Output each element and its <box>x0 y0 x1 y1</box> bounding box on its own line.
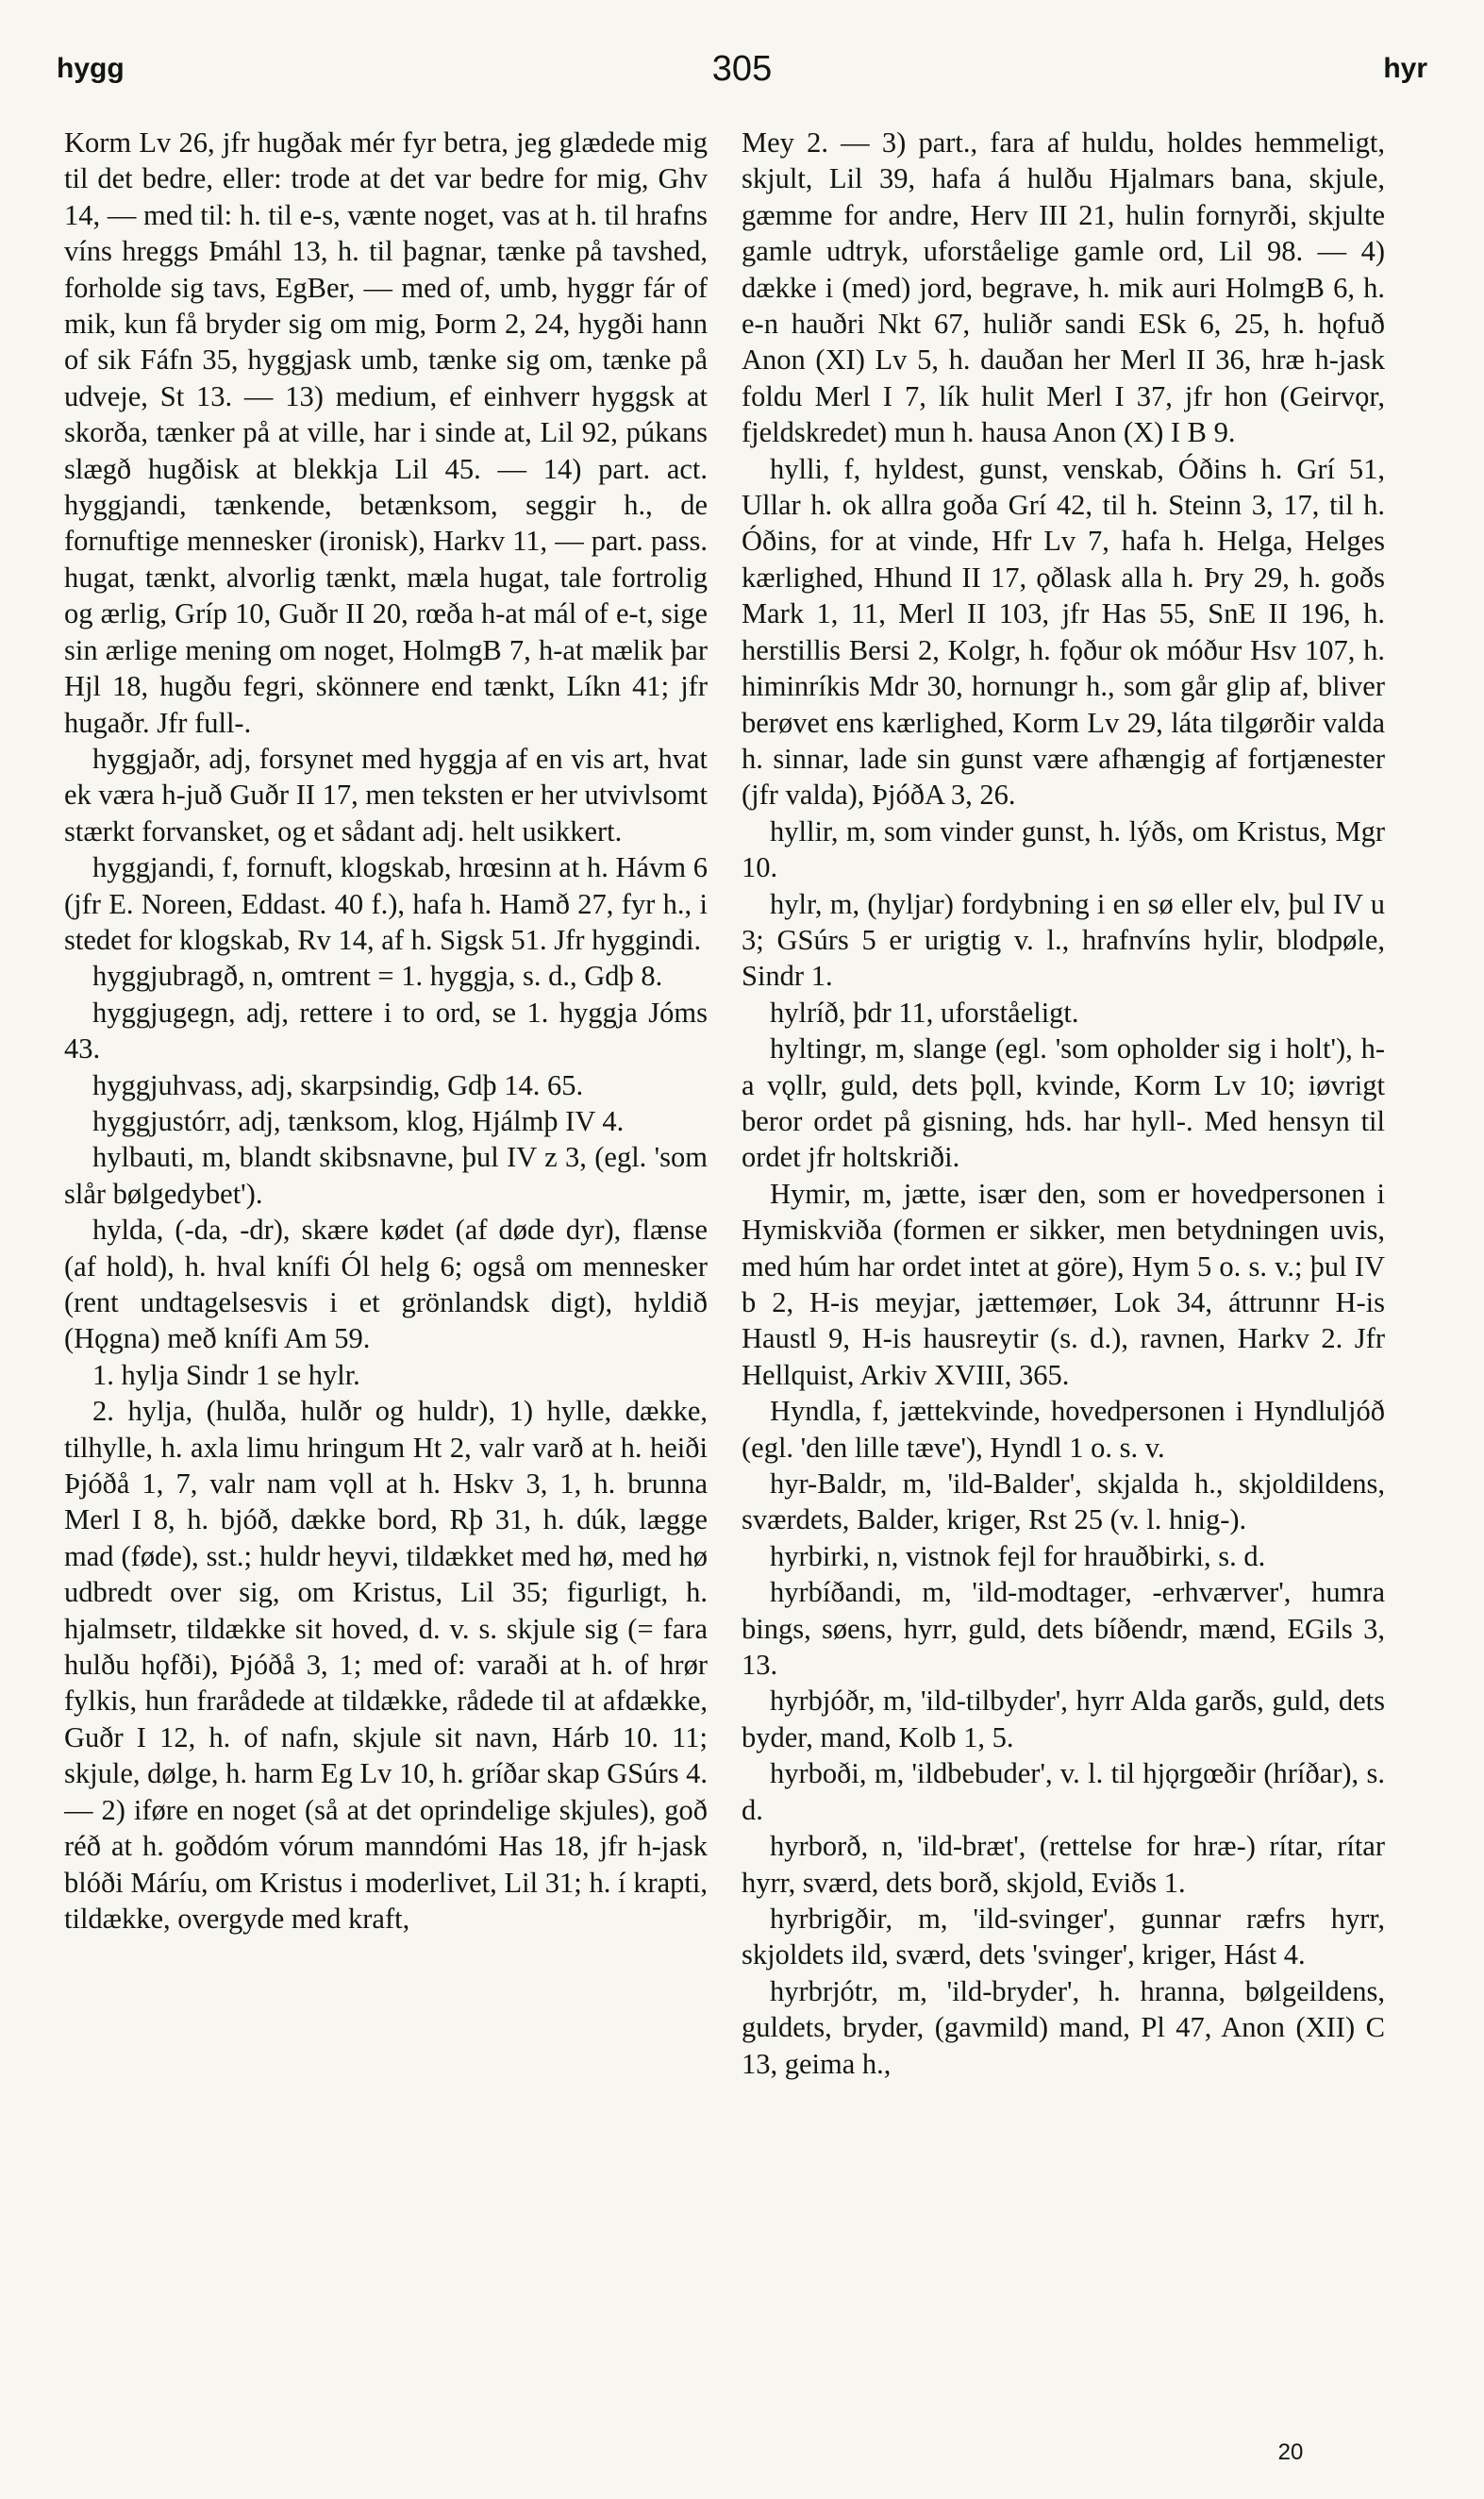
right-column <box>742 125 1385 2408</box>
entry-hyrbodi: hyrboði, m, 'ildbebuder', v. l. til hjǫrgœðir (hríðar), s. d. <box>742 1757 1385 1826</box>
entry-hylbauti: hylbauti, m, blandt skibsnavne, þul IV z 3, (egl. 'som slår bølgedybet'). <box>64 1141 708 1210</box>
entry-hyllir: hyllir, m, som vinder gunst, h. lýðs, om Kristus, Mgr 10. <box>742 814 1385 884</box>
entry-hylja-2: 2. hylja, (hulða, hulðr og huldr), 1) hylle, dække, tilhylle, h. axla limu hringum Ht 2, valr varð at h. heiði Þjóðå 1, 7, valr nam vǫll at h. Hskv 3, 1, h. brunna Merl I 8, h. bjóð, dække bord, Rþ 31, h. dúk, lægge mad (føde), sst.; huldr heyvi, tildækket med hø, med hø udbredt over sig, om Kristus, Lil 35; figurligt, h. hjalmsetr, tildække sit hoved, d. v. s. skjule sig (= fara hulðu hǫfði), Þjóðå 3, 1; med of: varaði at h. of hrør fylkis, hun frarådede at tildække, rådede til at afdække, Guðr I 12, h. of nafn, skjule sit navn, Hárb 10. 11; skjule, dølge, h. harm Eg Lv 10, h. gríðar skap GSúrs 4. — 2) iføre en noget (så at det oprindelige skjules), goð réð at h. goðdóm vórum manndómi Has 18, jfr h-jask blóði Máríu, om Kristus i moderlivet, Lil 31; h. í krapti, tildække, overgyde med kraft, <box>64 1395 708 1935</box>
entry-hymir: Hymir, m, jætte, især den, som er hovedpersonen i Hymiskviða (formen er sikker, men betydningen uvis, med húm har ordet intet at göre), Hym 5 o. s. v.; þul IV b 2, H-is meyjar, jættemøer, Lok 34, áttrunnr H-is Haustl 9, H-is hausreytir (s. d.), ravnen, Harkv 2. Jfr Hellquist, Arkiv XVIII, 365. <box>742 1177 1385 1391</box>
entry-hyr-baldr: hyr-Baldr, m, 'ild-Balder', skjalda h., skjoldildens, sværdets, Balder, kriger, Rst 25 (v. l. hnig-). <box>742 1468 1385 1536</box>
running-header <box>57 49 1427 96</box>
entry-hyrbrigdir: hyrbrigðir, m, 'ild-svinger', gunnar ræfrs hyrr, skjoldets ild, sværd, dets 'svinger', kriger, Hást 4. <box>742 1902 1385 1971</box>
signature-mark: 20 <box>1277 2440 1304 2465</box>
entry-hylrid: hylríð, þdr 11, uforståeligt. <box>770 996 1079 1029</box>
entry-hyggjustorr: hyggjustórr, adj, tænksom, klog, Hjálmþ IV 4. <box>92 1104 625 1137</box>
entry-hylja-1: 1. hylja Sindr 1 se hylr. <box>92 1358 360 1391</box>
page-number: 305 <box>711 49 773 89</box>
entry-hyrbidandi: hyrbíðandi, m, 'ild-modtager, -erhværver', humra bings, søens, hyrr, guld, dets bíðendr, mænd, EGils 3, 13. <box>742 1576 1385 1682</box>
entry-hyndla: Hyndla, f, jættekvinde, hovedpersonen i Hyndluljóð (egl. 'den lille tæve'), Hyndl 1 o. s. v. <box>742 1395 1385 1464</box>
entry-hylr: hylr, m, (hyljar) fordybning i en sø eller elv, þul IV u 3; GSúrs 5 er urigtig v. l., hrafnvíns hylir, blodpøle, Sindr 1. <box>742 887 1385 993</box>
entry-hyggjubragd: hyggjubragð, n, omtrent = 1. hyggja, s. d., Gdþ 8. <box>92 960 663 993</box>
entry-hyggjandi: hyggjandi, f, fornuft, klogskab, hrœsinn at h. Hávm 6 (jfr E. Noreen, Eddast. 40 f.), hafa h. Hamð 27, fyr h., i stedet for klogskab, Rv 14, af h. Sigsk 51. Jfr hyggindi. <box>64 851 708 956</box>
left-guide-word: hygg <box>57 53 125 84</box>
entry-continuation: Mey 2. — 3) part., fara af huldu, holdes hemmeligt, skjult, Lil 39, hafa á hulðu Hjalmars bana, skjule, gæmme for andre, Herv III 21, hulin fornyrði, skjulte gamle udtryk, uforståelige gamle ord, Lil 98. — 4) dække i (med) jord, begrave, h. mik auri HolmgB 6, h. e-n hauðri Nkt 67, huliðr sandi ESk 6, 25, h. hǫfuð Anon (XI) Lv 5, h. dauðan her Merl II 36, hræ h-jask foldu Merl I 7, lík hulit Merl I 37, jfr hon (Geirvǫr, fjeldskredet) mun h. hausa Anon (X) I B 9. <box>742 126 1385 449</box>
entry-hyggjugegn: hyggjugegn, adj, rettere i to ord, se 1. hyggja Jóms 43. <box>64 996 708 1065</box>
right-guide-word: hyr <box>1383 53 1427 84</box>
entry-hyrbirki: hyrbirki, n, vistnok fejl for hrauðbirki, s. d. <box>770 1539 1266 1572</box>
entry-hyrbjodr: hyrbjóðr, m, 'ild-tilbyder', hyrr Alda garðs, guld, dets byder, mand, Kolb 1, 5. <box>742 1685 1385 1753</box>
entry-hyggjuhvass: hyggjuhvass, adj, skarpsindig, Gdþ 14. 65. <box>92 1068 584 1101</box>
entry-hyggjadr: hyggjaðr, adj, forsynet med hyggja af en vis art, hvat ek væra h-juð Guðr II 17, men teksten er her utvivlsomt stærkt forvansket, og et sådant adj. helt usikkert. <box>64 742 708 847</box>
entry-hyrbord: hyrborð, n, 'ild-bræt', (rettelse for hræ-) rítar, rítar hyrr, sværd, dets borð, skjold, Eviðs 1. <box>742 1830 1385 1899</box>
left-column <box>64 125 708 2408</box>
entry-continuation: Korm Lv 26, jfr hugðak mér fyr betra, jeg glædede mig til det bedre, eller: trode at det var bedre for mig, Ghv 14, — med til: h. til e-s, vænte noget, vas at h. til hrafns víns hreggs Þmáhl 13, h. til þagnar, tænke på tavshed, forholde sig tavs, EgBer, — med of, umb, hyggr fár of mik, kun få bryder sig om mig, Þorm 2, 24, hygði hann of sik Fáfn 35, hyggjask umb, tænke sig om, tænke på udveje, St 13. — 13) medium, ef einhverr hyggsk at skorða, tænker på at ville, har i sinde at, Lil 92, púkans slægð hugðisk at blekkja Lil 45. — 14) part. act. hyggjandi, tænkende, betænksom, seggir h., de fornuftige mennesker (ironisk), Harkv 11, — part. pass. hugat, tænkt, alvorlig tænkt, mæla hugat, tale fortrolig og ærlig, Gríp 10, Guðr II 20, rœða h-at mál of e-t, sige sin ærlige mening om noget, HolmgB 7, h-at mælik þar Hjl 18, hugðu fegri, skönnere end tænkt, Líkn 41; jfr hugaðr. Jfr full-. <box>64 126 708 739</box>
entry-hyltingr: hyltingr, m, slange (egl. 'som opholder sig i holt'), h-a vǫllr, guld, dets þǫll, kvinde, Korm Lv 10; iøvrigt beror ordet på gisning, hds. har hyll-. Med hensyn til ordet jfr holtskriði. <box>742 1032 1385 1174</box>
entry-hyrbrjotr: hyrbrjótr, m, 'ild-bryder', h. hranna, bølgeildens, guldets, bryder, (gavmild) mand, Pl 47, Anon (XII) C 13, geima h., <box>742 1974 1385 2080</box>
entry-hylda: hylda, (-da, -dr), skære kødet (af døde dyr), flænse (af hold), h. hval knífi Ól helg 6; også om mennesker (rent undtagelsesvis i et grönlandsk digt), hyldið (Hǫgna) með knífi Am 59. <box>64 1214 708 1355</box>
entry-hylli: hylli, f, hyldest, gunst, venskab, Óðins h. Grí 51, Ullar h. ok allra goða Grí 42, til h. Steinn 3, 17, til h. Óðins, for at vinde, Hfr Lv 7, hafa h. Helga, Helges kærlighed, Hhund II 17, ǫðlask alla h. Þry 29, h. goðs Mark 1, 11, Merl II 103, jfr Has 55, SnE II 196, h. herstillis Bersi 2, Kolgr, h. fǫður ok móður Hsv 107, h. himinríkis Mdr 30, hornungr h., som går glip af, bliver berøvet ens kærlighed, Korm Lv 29, láta tilgørðir valda h. sinnar, lade sin gunst være afhængig af fortjænester (jfr valda), ÞjóðA 3, 26. <box>742 452 1385 812</box>
